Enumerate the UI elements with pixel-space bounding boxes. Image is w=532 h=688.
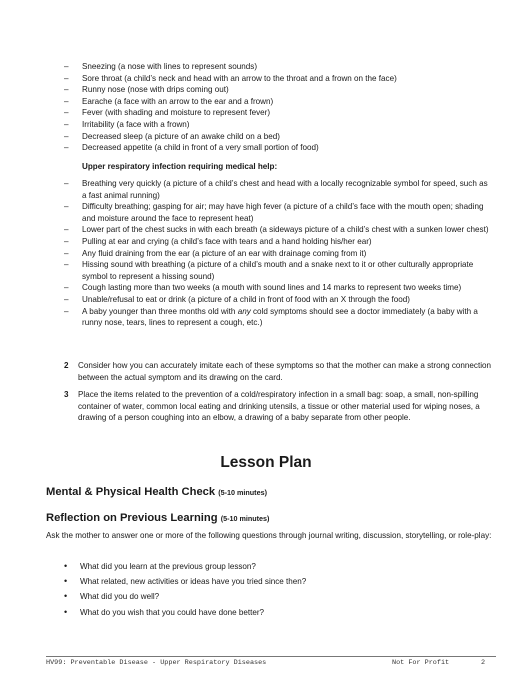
medical-help-heading: Upper respiratory infection requiring medical help:	[82, 162, 278, 171]
question-item: • What did you learn at the previous group lesson?	[64, 561, 484, 576]
section-duration: (5-10 minutes)	[220, 514, 270, 523]
medical-item: – Any fluid draining from the ear (a picture of an ear with drainage coming from it)	[64, 248, 494, 260]
symptom-item: – Irritability (a face with a frown)	[64, 119, 494, 131]
lesson-plan-title: Lesson Plan	[220, 454, 312, 471]
question-item: • What related, new activities or ideas have you tried since then?	[64, 576, 484, 591]
reflection-intro: Ask the mother to answer one or more of the following questions through journal writing, discussion, storytelling, or role-play:	[46, 531, 492, 540]
medical-item-infant	[64, 306, 494, 329]
infant-text-emphasis: any	[237, 306, 251, 316]
footer-divider	[46, 656, 496, 657]
medical-item: – Unable/refusal to eat or drink (a picture of a child in front of food with an X through the food)	[64, 294, 494, 306]
question-item: • What do you wish that you could have done better?	[64, 607, 484, 622]
symptom-item: – Sneezing (a nose with lines to represent sounds)	[64, 61, 494, 73]
medical-item: – Lower part of the chest sucks in with each breath (a sideways picture of a child’s chest with a sunken lower chest)	[64, 224, 494, 236]
symptom-item: – Fever (with shading and moisture to represent fever)	[64, 107, 494, 119]
section-duration: (5-10 minutes)	[218, 488, 267, 497]
step-number: 2	[64, 361, 69, 370]
footer-document-title: HV99: Preventable Disease - Upper Respiratory Diseases	[46, 659, 267, 667]
footer-not-for-profit: Not For Profit	[392, 659, 450, 667]
footer-page-number: 2	[481, 659, 486, 667]
step-number: 3	[64, 390, 69, 399]
step-3	[64, 389, 494, 424]
medical-item: – Difficulty breathing; gasping for air; may have high fever (a picture of a child’s face with the mouth open; shading and moisture around the face to represent heat)	[64, 201, 494, 224]
symptom-item: – Runny nose (nose with drips coming out)	[64, 84, 494, 96]
symptom-item: – Decreased appetite (a child in front of a very small portion of food)	[64, 142, 494, 154]
infant-text-after: cold symptoms should see a doctor immediately (a baby with a runny nose, tears, lines to represent a cough, etc.)	[82, 306, 478, 328]
step-text: Consider how you can accurately imitate each of these symptoms so that the mother can make a strong connection between the actual symptom and its drawing on the card.	[78, 361, 491, 382]
medical-item: – Breathing very quickly (a picture of a child’s chest and head with a locally recognizable symbol for speed, such as a fast animal running)	[64, 178, 494, 201]
medical-help-list	[64, 178, 494, 329]
medical-item: – Cough lasting more than two weeks (a mouth with sound lines and 14 marks to represent two weeks time)	[64, 282, 494, 294]
step-text: Place the items related to the prevention of a cold/respiratory infection in a small bag: soap, a small, non-spilling container of water, common local eating and drinking utensils, a tissue or other material used for wiping noses, a drawing of a person coughing into an elbow, a drawing of a baby separate from other people.	[78, 390, 480, 423]
section-health-check	[46, 486, 267, 498]
question-item: • What did you do well?	[64, 591, 484, 606]
section-reflection	[46, 512, 269, 524]
infant-text-before: A baby younger than three months old with	[82, 306, 238, 316]
section-title: Reflection on Previous Learning	[46, 512, 218, 524]
symptom-list	[64, 61, 494, 154]
medical-item: – Pulling at ear and crying (a child’s face with tears and a hand holding his/her ear)	[64, 236, 494, 248]
medical-item: – Hissing sound with breathing (a picture of a child’s mouth and a snake next to it or other culturally appropriate symbol to represent a hissing sound)	[64, 259, 494, 282]
symptom-item: – Earache (a face with an arrow to the ear and a frown)	[64, 96, 494, 108]
reflection-questions	[64, 561, 484, 622]
section-title: Mental & Physical Health Check	[46, 486, 216, 498]
symptom-item: – Sore throat (a child’s neck and head with an arrow to the throat and a frown on the face)	[64, 73, 494, 85]
symptom-item: – Decreased sleep (a picture of an awake child on a bed)	[64, 131, 494, 143]
step-2	[64, 360, 494, 383]
